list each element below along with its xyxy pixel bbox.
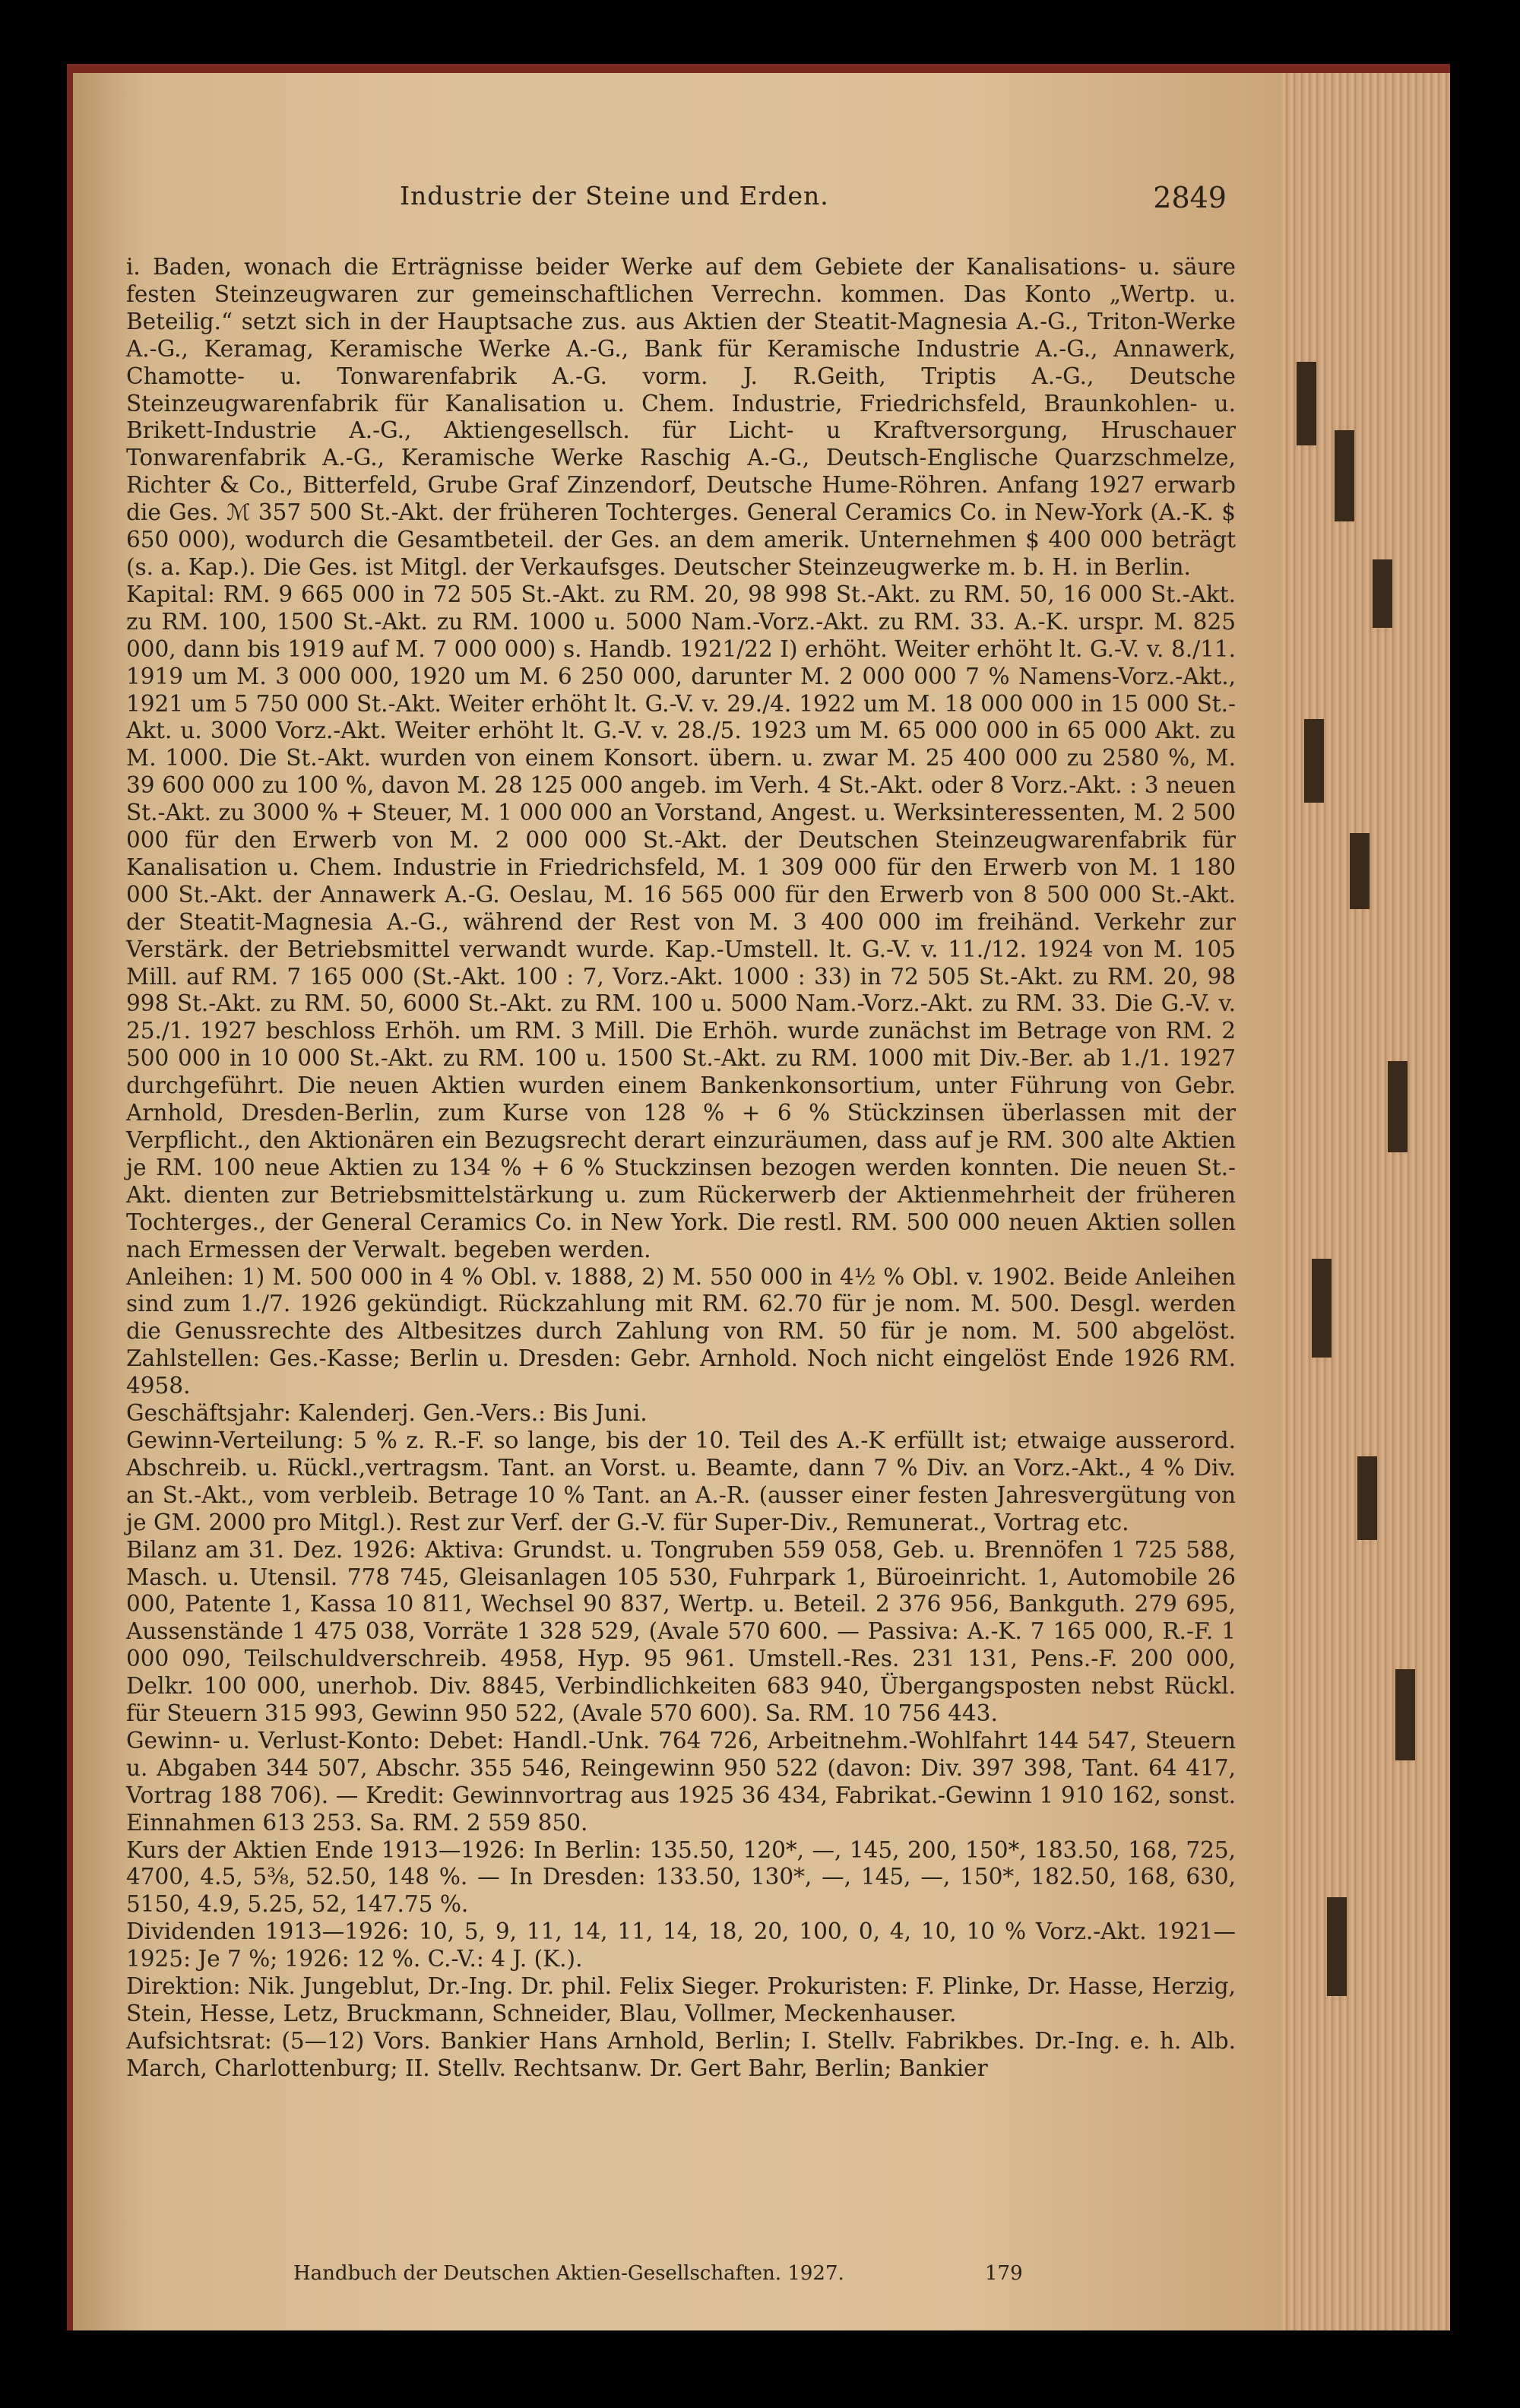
paragraph-kapital: Kapital: RM. 9 665 000 in 72 505 St.-Akt. zu RM. 20, 98 998 St.-Akt. zu RM. 50, 16 000 St.-Akt. zu RM. 100, 1500 St.-Akt. zu RM. 1000 u. 5000 Nam.-Vorz.-Akt. zu RM. 33. A.-K. urspr. M. 825 000, dann bis 1919 auf M. 7 000 000) s. Handb. 1921/22 I) erhöht. Weiter erhöht lt. G.-V. v. 8./11. 1919 um M. 3 000 000, 1920 um M. 6 250 000, darunter M. 2 000 000 7 % Namens-Vorz.-Akt., 1921 um 5 750 000 St.-Akt. Weiter erhöht lt. G.-V. v. 29./4. 1922 um M. 18 000 000 in 15 000 St.-Akt. u. 3000 Vorz.-Akt. Weiter erhöht lt. G.-V. v. 28./5. 1923 um M. 65 000 000 in 65 000 Akt. zu M. 1000. Die St.-Akt. wurden von einem Konsort. übern. u. zwar M. 25 400 000 zu 2580 %, M. 39 600 000 zu 100 %, davon M. 28 125 000 angeb. im Verh. 4 St.-Akt. oder 8 Vorz.-Akt. : 3 neuen St.-Akt. zu 3000 % + Steuer, M. 1 000 000 an Vorstand, Angest. u. Werksinteressenten, M. 2 500 000 für den Erwerb von M. 2 000 000 St.-Akt. der Deutschen Steinzeugwarenfabrik für Kanalisation u. Chem. Industrie in Friedrichsfeld, M. 1 309 000 für den Erwerb von M. 1 180 000 St.-Akt. der Annawerk A.-G. Oeslau, M. 16 565 000 für den Erwerb von 8 500 000 St.-Akt. der Steatit-Magnesia A.-G., während der Rest von M. 3 400 000 im freihänd. Verkehr zur Verstärk. der Betriebsmittel verwandt wurde. Kap.-Umstell. lt. G.-V. v. 11./12. 1924 von M. 105 Mill. auf RM. 7 165 000 (St.-Akt. 100 : 7, Vorz.-Akt. 1000 : 33) in 72 505 St.-Akt. zu RM. 20, 98 998 St.-Akt. zu RM. 50, 6000 St.-Akt. zu RM. 100 u. 5000 Nam.-Vorz.-Akt. zu RM. 33. Die G.-V. v. 25./1. 1927 beschloss Erhöh. um RM. 3 Mill. Die Erhöh. wurde zunächst im Betrage von RM. 2 500 000 in 10 000 St.-Akt. zu RM. 100 u. 1500 St.-Akt. zu RM. 1000 mit Div.-Ber. ab 1./1. 1927 durchgeführt. Die neuen Aktien wurden einem Bankenkonsortium, unter Führung von Gebr. Arnhold, Dresden-Berlin, zum Kurse von 128 % + 6 % Stückzinsen überlassen mit der Verpflicht., den Aktionären ein Bezugsrecht derart einzuräumen, dass auf je RM. 300 alte Aktien je RM. 100 neue Aktien zu 134 % + 6 % Stuckzinsen bezogen werden konnten. Die neuen St.-Akt. dienten zur Betriebsmittelstärkung u. zum Rückerwerb der Aktienmehrheit der früheren Tochterges., der General Ceramics Co. in New York. Die restl. RM. 500 000 neuen Aktien sollen nach Ermessen der Verwalt. begeben werden. [126, 581, 1236, 1263]
paragraph-anleihen: Anleihen: 1) M. 500 000 in 4 % Obl. v. 1888, 2) M. 550 000 in 4½ % Obl. v. 1902. Beide Anleihen sind zum 1./7. 1926 gekündigt. Rückzahlung mit RM. 62.70 für je nom. M. 500. Desgl. werden die Genussrechte des Altbesitzes durch Zahlung von RM. 50 für je nom. M. 500 abgelöst. Zahlstellen: Ges.-Kasse; Berlin u. Dresden: Gebr. Arnhold. Noch nicht eingelöst Ende 1926 RM. 4958. [126, 1263, 1236, 1399]
thumb-index-mark [1297, 362, 1316, 445]
paragraph-kurs: Kurs der Aktien Ende 1913—1926: In Berlin: 135.50, 120*, —, 145, 200, 150*, 183.50, 168, 725, 4700, 4.5, 5⅜, 52.50, 148 %. — In Dresden: 133.50, 130*, —, 145, —, 150*, 182.50, 168, 630, 5150, 4.9, 5.25, 52, 147.75 %. [126, 1836, 1236, 1918]
paragraph-geschaeftsjahr: Geschäftsjahr: Kalenderj. Gen.-Vers.: Bis Juni. [126, 1400, 648, 1427]
footer-signature: 179 [985, 2262, 1023, 2285]
thumb-index-mark [1304, 719, 1324, 803]
page-number: 2849 [1153, 181, 1227, 214]
header-title: Industrie der Steine und Erden. [400, 181, 829, 211]
thumb-index-mark [1357, 1456, 1377, 1540]
paragraph-bilanz: Bilanz am 31. Dez. 1926: Aktiva: Grundst. u. Tongruben 559 058, Geb. u. Brennöfen 1 725 588, Masch. u. Utensil. 778 745, Gleisanlagen 105 530, Fuhrpark 1, Büroeinricht. 1, Automobile 26 000, Patente 1, Kassa 10 811, Wechsel 90 837, Wertp. u. Beteil. 2 376 956, Bankguth. 279 695, Aussenstände 1 475 038, Vorräte 1 328 529, (Avale 570 600. — Passiva: A.-K. 7 165 000, R.-F. 1 000 090, Teilschuldverschreib. 4958, Hyp. 95 961. Umstell.-Res. 231 131, Pens.-F. 200 000, Delkr. 100 000, unerhob. Div. 8845, Verbindlichkeiten 683 940, Übergangsposten nebst Rückl. für Steuern 315 993, Gewinn 950 522, (Avale 570 600). Sa. RM. 10 756 443. [126, 1536, 1236, 1727]
thumb-index-mark [1312, 1259, 1332, 1358]
thumb-index-mark [1335, 430, 1354, 521]
paragraph-aufsichtsrat: Aufsichtsrat: (5—12) Vors. Bankier Hans Arnhold, Berlin; I. Stellv. Fabrikbes. Dr.-Ing. e. h. Alb. March, Charlottenburg; II. Stellv. Rechtsanw. Dr. Gert Bahr, Berlin; Bankier [126, 2027, 1236, 2081]
page-footer [73, 2262, 1281, 2292]
paragraph-dividenden: Dividenden 1913—1926: 10, 5, 9, 11, 14, 11, 14, 18, 20, 100, 0, 4, 10, 10 % Vorz.-Akt. 1921—1925: Je 7 %; 1926: 12 %. C.-V.: 4 J. (K.). [126, 1918, 1236, 1972]
footer-source: Handbuch der Deutschen Aktien-Gesellschaften. 1927. [293, 2262, 844, 2285]
paragraph-gewinn-verteilung: Gewinn-Verteilung: 5 % z. R.-F. so lange, bis der 10. Teil des A.-K erfüllt ist; etwaige ausserord. Abschreib. u. Rückl.,vertragsm. Tant. an Vorst. u. Beamte, dann 7 % Div. an Vorz.-Akt., 4 % Div. an St.-Akt., vom verbleib. Betrage 10 % Tant. an A.-R. (ausser einer festen Jahresvergütung von je GM. 2000 pro Mitgl.). Rest zur Verf. der G.-V. für Super-Div., Remunerat., Vortrag etc. [126, 1427, 1236, 1535]
article-body [126, 254, 1236, 2083]
paragraph-gewinn-verlust: Gewinn- u. Verlust-Konto: Debet: Handl.-Unk. 764 726, Arbeitnehm.-Wohlfahrt 144 547, Steuern u. Abgaben 344 507, Abschr. 355 546, Reingewinn 950 522 (davon: Div. 397 398, Tant. 64 417, Vortrag 188 706). — Kredit: Gewinnvortrag aus 1925 36 434, Fabrikat.-Gewinn 1 910 162, sonst. Einnahmen 613 253. Sa. RM. 2 559 850. [126, 1727, 1236, 1836]
paragraph-intro: i. Baden, wonach die Erträgnisse beider Werke auf dem Gebiete der Kanalisations- u. säure festen Steinzeugwaren zur gemeinschaftlichen Verrechn. kommen. Das Konto „Wertp. u. Beteilig.“ setzt sich in der Hauptsache zus. aus Aktien der Steatit-Magnesia A.-G., Triton-Werke A.-G., Keramag, Keramische Werke A.-G., Bank für Keramische Industrie A.-G., Annawerk, Chamotte- u. Tonwarenfabrik A.-G. vorm. J. R.Geith, Triptis A.-G., Deutsche Steinzeugwarenfabrik für Kanalisation u. Chem. Industrie, Friedrichsfeld, Braunkohlen- u. Brikett-Industrie A.-G., Aktiengesellsch. für Licht- u Kraftversorgung, Hruschauer Tonwarenfabrik A.-G., Keramische Werke Raschig A.-G., Deutsch-Englische Quarzschmelze, Richter & Co., Bitterfeld, Grube Graf Zinzendorf, Deutsche Hume-Röhren. Anfang 1927 erwarb die Ges. ℳ 357 500 St.-Akt. der früheren Tochterges. General Ceramics Co. in New-York (A.-K. $ 650 000), wodurch die Gesamtbeteil. der Ges. an dem amerik. Unternehmen $ 400 000 beträgt (s. a. Kap.). Die Ges. ist Mitgl. der Verkaufsges. Deutscher Steinzeugwerke m. b. H. in Berlin. [126, 254, 1236, 580]
page-edges [1281, 73, 1450, 2330]
running-header [73, 181, 1281, 219]
thumb-index-mark [1350, 833, 1370, 909]
book-page [73, 73, 1281, 2330]
thumb-index-mark [1373, 559, 1392, 628]
paragraph-direktion: Direktion: Nik. Jungeblut, Dr.-Ing. Dr. phil. Felix Sieger. Prokuristen: F. Plinke, Dr. Hasse, Herzig, Stein, Hesse, Letz, Bruckmann, Schneider, Blau, Vollmer, Meckenhauser. [126, 1973, 1236, 2026]
thumb-index-mark [1327, 1897, 1347, 1996]
thumb-index-mark [1388, 1061, 1408, 1152]
thumb-index-mark [1395, 1669, 1415, 1760]
